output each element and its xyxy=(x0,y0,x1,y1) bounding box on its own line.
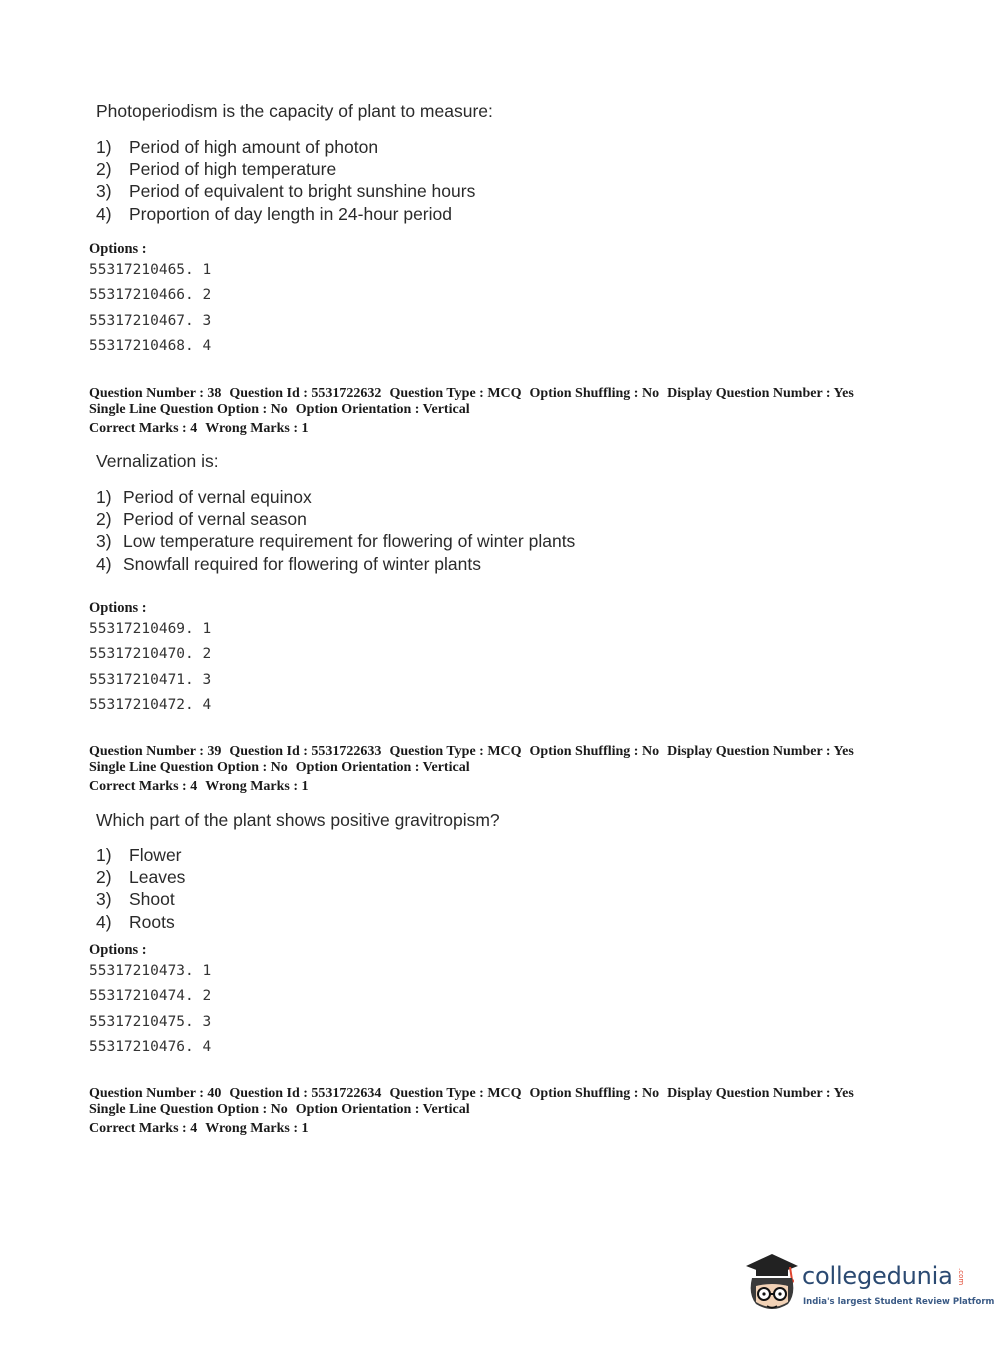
option-id: 55317210467. 3 xyxy=(89,312,212,329)
options-label: Options : xyxy=(89,600,147,616)
option-id: 55317210471. 3 xyxy=(89,671,212,688)
question-text: Vernalization is: xyxy=(96,451,219,471)
answer-choices xyxy=(96,136,475,225)
answer-choices xyxy=(96,486,575,575)
choice-item: 4) Proportion of day length in 24-hour period xyxy=(96,203,452,224)
options-label: Options : xyxy=(89,241,147,257)
question-meta: Question Number : 38 Question Id : 5531722632 Question Type : MCQ Option Shuffling : No Display Question Number : Yes Single Line Question Option : No Option Orientation : Vertical xyxy=(89,386,854,417)
choice-item: 2) Leaves xyxy=(96,867,186,888)
question-text: Photoperiodism is the capacity of plant to measure: xyxy=(96,101,493,121)
option-id: 55317210473. 1 xyxy=(89,963,212,979)
logo-suffix: .com xyxy=(957,1268,965,1286)
option-id-list xyxy=(89,959,211,1060)
choice-item: 1) Period of vernal equinox xyxy=(96,487,312,507)
option-id: 55317210469. 1 xyxy=(89,621,212,637)
choice-item: 2) Period of vernal season xyxy=(96,509,307,530)
choice-item: 4) Roots xyxy=(96,911,175,932)
option-id-list xyxy=(89,617,211,718)
choice-item: 4) Snowfall required for flowering of winter plants xyxy=(96,553,481,574)
logo-tagline: India's largest Student Review Platform xyxy=(803,1297,995,1307)
option-id: 55317210472. 4 xyxy=(89,696,212,713)
choice-item: 1) Period of high amount of photon xyxy=(96,137,379,157)
choice-item: 3) Low temperature requirement for flowering of winter plants xyxy=(96,531,576,552)
answer-choices xyxy=(96,844,185,933)
question-meta: Question Number : 39 Question Id : 5531722633 Question Type : MCQ Option Shuffling : No Display Question Number : Yes Single Line Question Option : No Option Orientation : Vertical xyxy=(89,744,854,775)
choice-item: 2) Period of high temperature xyxy=(96,159,337,180)
option-id: 55317210474. 2 xyxy=(89,988,212,1005)
question-marks: Correct Marks : 4 Wrong Marks : 1 xyxy=(89,1121,309,1136)
choice-item: 1) Flower xyxy=(96,845,182,865)
option-id: 55317210468. 4 xyxy=(89,337,212,354)
option-id-list xyxy=(89,258,211,359)
option-id: 55317210475. 3 xyxy=(89,1013,212,1030)
mascot-icon xyxy=(742,1252,802,1318)
question-marks: Correct Marks : 4 Wrong Marks : 1 xyxy=(89,421,309,436)
collegedunia-logo xyxy=(742,1252,995,1318)
option-id: 55317210470. 2 xyxy=(89,646,212,663)
question-text: Which part of the plant shows positive gravitropism? xyxy=(96,810,500,830)
choice-item: 3) Shoot xyxy=(96,889,175,910)
option-id: 55317210466. 2 xyxy=(89,287,212,304)
question-marks: Correct Marks : 4 Wrong Marks : 1 xyxy=(89,779,309,794)
options-label: Options : xyxy=(89,942,147,958)
option-id: 55317210465. 1 xyxy=(89,262,212,278)
option-id: 55317210476. 4 xyxy=(89,1038,212,1055)
question-meta: Question Number : 40 Question Id : 5531722634 Question Type : MCQ Option Shuffling : No Display Question Number : Yes Single Line Question Option : No Option Orientation : Vertical xyxy=(89,1086,854,1117)
logo-wordmark: collegedunia xyxy=(802,1262,953,1290)
choice-item: 3) Period of equivalent to bright sunshine hours xyxy=(96,181,476,202)
